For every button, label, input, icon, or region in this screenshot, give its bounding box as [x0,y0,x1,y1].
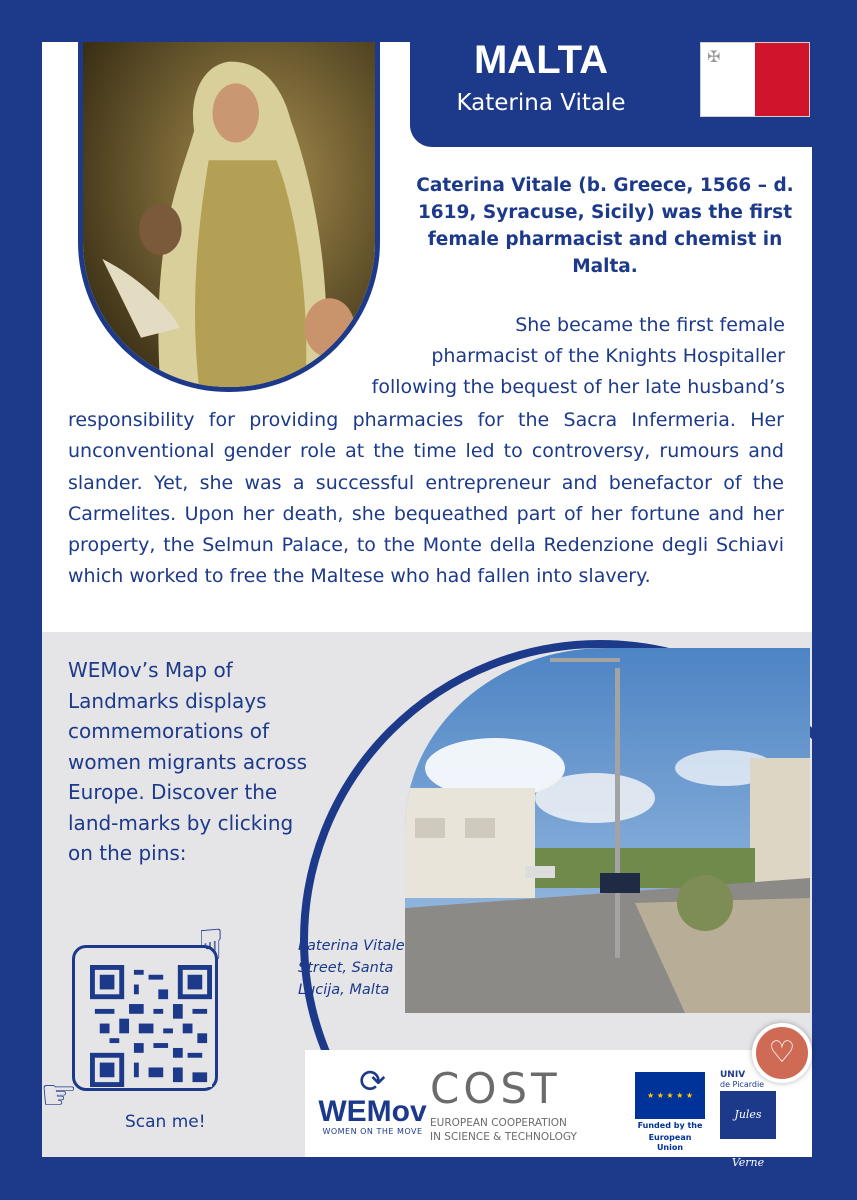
body-line-1: She became the first female [515,314,785,336]
heart-icon: ♡ [768,1035,796,1070]
qr-code[interactable] [90,965,212,1087]
wemov-logo[interactable] [315,1062,430,1136]
wemov-mark-icon: ⟳ [359,1062,386,1100]
pointing-hand-right-icon: ☞ [40,1070,78,1119]
cost-word: COST [430,1064,561,1113]
george-cross-icon: ✠ [707,47,721,66]
country-title: MALTA [473,38,609,82]
scan-me-label: Scan me! [125,1112,206,1132]
cost-tagline-1: EUROPEAN COOPERATION [430,1117,567,1129]
eu-logo[interactable] [635,1072,705,1153]
portrait-painting [78,42,380,392]
cost-tagline-2: IN SCIENCE & TECHNOLOGY [430,1131,577,1143]
favorite-heart-button[interactable] [752,1023,812,1083]
upj-signature: Jules Verne [720,1091,776,1139]
body-paragraph: responsibility for providing pharmacies for the Sacra Infermeria. Her unconventional gender role at the time led to controversy, rumours and slander. Yet, she was a successful entrepreneur and benefactor of the Carmelites. Upon her death, she bequeathed part of her fortune and her property, the Selmun Palace, to the Monte della Redenzione degli Schiavi which worked to free the Maltese who had fallen into slavery. [68,409,784,588]
cost-logo[interactable] [430,1064,625,1144]
eu-text-2: European Union [648,1133,692,1152]
body-line-3: following the bequest of her late husband’s [371,376,785,398]
photo-caption: Katerina Vitale Street, Santa Lucija, Malta [298,938,405,998]
intro-text: Caterina Vitale (b. Greece, 1566 – d. 1619, Syracuse, Sicily) was the first female pharmacist and chemist in Malta. [416,175,794,277]
map-promo-text: WEMov’s Map of Landmarks displays commemorations of women migrants across Europe. Discover the land-marks by clicking on the pins: [68,658,308,865]
eu-flag-icon: ★ ★ ★ ★ ★ [635,1072,705,1119]
malta-flag [700,42,810,117]
wemov-name: WEMov [318,1095,427,1128]
person-name: Katerina Vitale [456,90,626,116]
title-block [410,38,812,147]
upj-picardie: de Picardie [720,1080,765,1089]
street-photo [405,648,810,1013]
body-line-2: pharmacist of the Knights Hospitaller [431,345,785,367]
upj-univ: UNIV [720,1070,746,1080]
wemov-tagline: WOMEN ON THE MOVE [322,1127,423,1136]
logo-bar [305,1050,812,1169]
pointing-hand-icon: ☟ [198,920,224,969]
eu-text-1: Funded by the [637,1121,703,1130]
